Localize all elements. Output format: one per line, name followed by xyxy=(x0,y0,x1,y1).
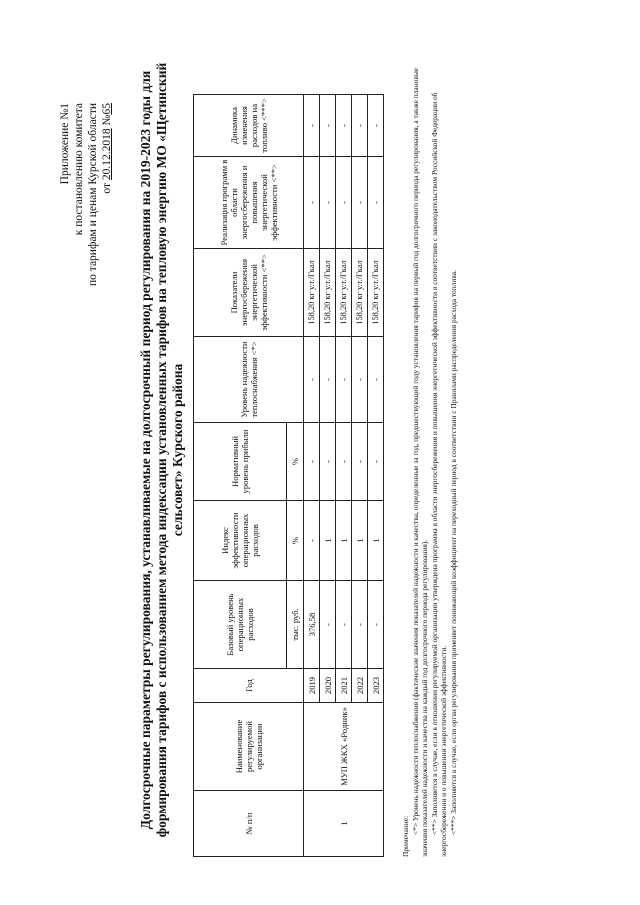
notes-heading: Примечание: xyxy=(401,815,410,857)
cell-dynamics: - xyxy=(336,95,352,157)
note-energy-program: <**> Заполняется в случае, если в отношении регулируемой организации утверждена программа в области энергосбережения и повышения энергетической эффективности в соответствии с законодательством Российской Федерации об энергосбережении и о повышении энергетической эффективности. xyxy=(429,92,449,857)
cell-program: - xyxy=(336,157,352,249)
cell-base: - xyxy=(368,581,384,669)
cell-energy: 158,20 кг у.т./Гкал xyxy=(320,249,336,337)
unit-index: % xyxy=(287,501,304,581)
cell-reliability: - xyxy=(336,337,352,423)
appendix-block xyxy=(58,103,114,286)
cell-index: 1 xyxy=(368,501,384,581)
row-number: 1 xyxy=(304,791,384,857)
appendix-line: к постановлению комитета xyxy=(73,103,85,236)
cell-profit: - xyxy=(304,423,320,501)
appendix-title: Приложение №1 xyxy=(59,103,71,185)
note-fuel-dynamics: <***> Заполняется в случае, если орган регулирования применяет понижающий коэффициент на переходный период в соответствии с Правилами распределения расхода топлива. xyxy=(448,270,458,835)
cell-program: - xyxy=(304,157,320,249)
cell-reliability: - xyxy=(320,337,336,423)
header-year: Год xyxy=(194,669,304,703)
cell-program: - xyxy=(320,157,336,249)
number-prefix: № xyxy=(101,114,113,129)
header-energy-saving: Показатели энергосбережения энергетической эффективности <**> xyxy=(194,249,304,337)
cell-reliability: - xyxy=(368,337,384,423)
cell-year: 2021 xyxy=(336,669,352,703)
unit-profit: % xyxy=(287,423,304,501)
appendix-line: по тарифам и ценам Курской области xyxy=(87,103,99,286)
cell-index: 1 xyxy=(336,501,352,581)
cell-reliability: - xyxy=(304,337,320,423)
cell-energy: 158,20 кг у.т./Гкал xyxy=(368,249,384,337)
header-profit-level: Нормативный уровень прибыли xyxy=(194,423,287,501)
cell-profit: - xyxy=(352,423,368,501)
cell-dynamics: - xyxy=(304,95,320,157)
cell-base: 376,58 xyxy=(304,581,320,669)
cell-dynamics: - xyxy=(352,95,368,157)
header-num: № п/п xyxy=(194,791,304,857)
notes-block xyxy=(401,57,459,857)
cell-energy: 158,20 кг у.т./Гкал xyxy=(336,249,352,337)
table-row xyxy=(304,95,320,857)
note-reliability: <*> Уровень надежности теплоснабжения (фактические значения показателей надежности и качества, определенные за год, предшествующий году установления тарифов на первый год долгосрочного периода регулирования, а также плановые значения показателей надежности и качества на каждый год долгосрочного периода регулирования). xyxy=(410,67,430,857)
cell-base: - xyxy=(352,581,368,669)
decree-date: 20.12.2018 xyxy=(101,128,113,181)
decree-number: 65 xyxy=(101,103,113,115)
cell-index: 1 xyxy=(320,501,336,581)
cell-base: - xyxy=(320,581,336,669)
header-reliability: Уровень надежности теплоснабжения <*> xyxy=(194,337,304,423)
header-organization: Наименование регулируемой организации xyxy=(194,703,304,791)
header-fuel-dynamics: Динамика изменения расходов на топливо <***> xyxy=(194,95,304,157)
cell-dynamics: - xyxy=(368,95,384,157)
cell-profit: - xyxy=(320,423,336,501)
cell-base: - xyxy=(336,581,352,669)
cell-energy: 158,20 кг у.т./Гкал xyxy=(304,249,320,337)
unit-base: тыс. руб. xyxy=(287,581,304,669)
cell-index: - xyxy=(304,501,320,581)
cell-dynamics: - xyxy=(320,95,336,157)
cell-year: 2019 xyxy=(304,669,320,703)
cell-profit: - xyxy=(368,423,384,501)
header-program: Реализация программ в области энергосбережения и повышения энергетической эффективности <**> xyxy=(194,157,304,249)
cell-energy: 158,20 кг у.т./Гкал xyxy=(352,249,368,337)
cell-year: 2020 xyxy=(320,669,336,703)
cell-program: - xyxy=(352,157,368,249)
cell-profit: - xyxy=(336,423,352,501)
cell-year: 2023 xyxy=(368,669,384,703)
cell-index: 1 xyxy=(352,501,368,581)
header-efficiency-index: Индекс эффективности операционных расходов xyxy=(194,501,287,581)
cell-program: - xyxy=(368,157,384,249)
date-prefix: от xyxy=(101,180,113,194)
table-header-row xyxy=(194,95,287,857)
parameters-table xyxy=(193,94,384,857)
header-base-level: Базовый уровень операционных расходов xyxy=(194,581,287,669)
organization-name: МУП ЖКХ «Родник» xyxy=(304,703,384,791)
document-title: Долгосрочные параметры регулирования, устанавливаемые на долгосрочный период регулирования на 2019-2023 годы для формирования тарифов с использованием метода индексации установленных тарифов на тепловую энергию МО «Щетинский сельсовет» Курского района xyxy=(138,62,185,838)
cell-reliability: - xyxy=(352,337,368,423)
appendix-date-line xyxy=(100,103,114,286)
cell-year: 2022 xyxy=(352,669,368,703)
